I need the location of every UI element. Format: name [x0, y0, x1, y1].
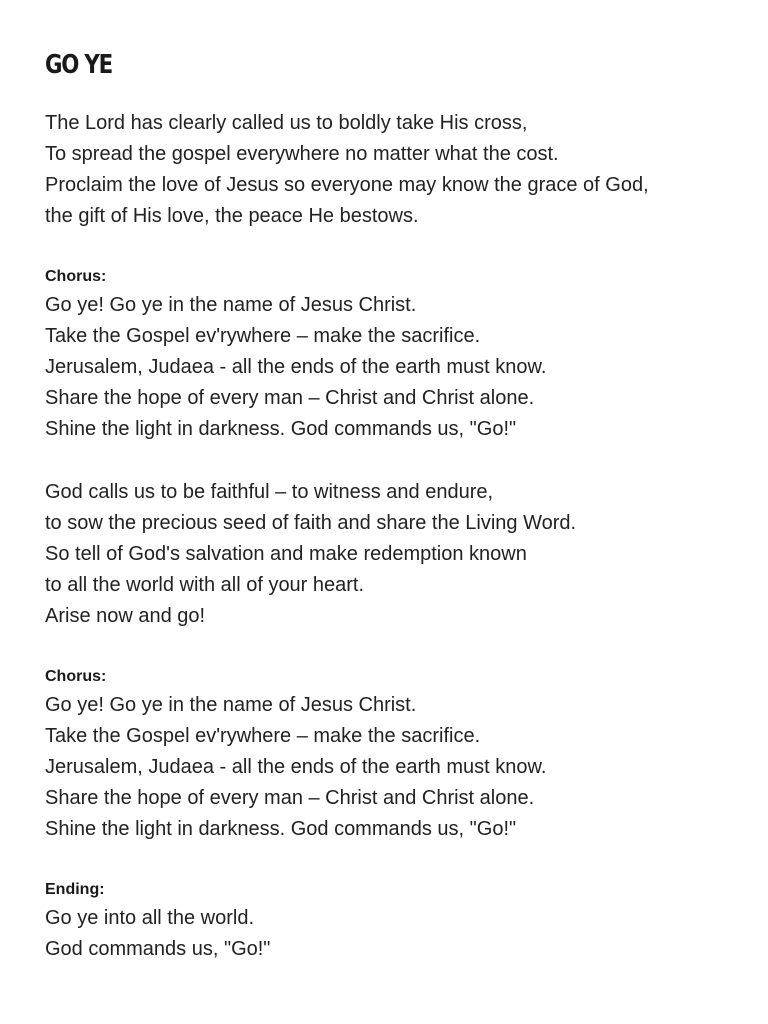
verse-line: God calls us to be faithful – to witness and endure,	[45, 481, 494, 503]
chorus-line: Go ye! Go ye in the name of Jesus Christ.	[45, 294, 417, 316]
chorus-line: Share the hope of every man – Christ and Christ alone.	[45, 387, 535, 409]
chorus-line: Take the Gospel ev'rywhere – make the sacrifice.	[45, 725, 481, 747]
verse-line: to all the world with all of your heart.	[45, 574, 365, 596]
chorus-line: Shine the light in darkness. God commands us, "Go!"	[45, 418, 517, 440]
stanza-gap	[45, 232, 745, 264]
chorus-2	[45, 664, 745, 845]
chorus-line: Share the hope of every man – Christ and Christ alone.	[45, 787, 535, 809]
ending	[45, 877, 745, 965]
verse-line: Arise now and go!	[45, 605, 206, 627]
verse-line: Proclaim the love of Jesus so everyone may know the grace of God,	[45, 174, 649, 196]
song-page	[45, 48, 745, 965]
verse-line: So tell of God's salvation and make redemption known	[45, 543, 527, 565]
chorus-line: Take the Gospel ev'rywhere – make the sacrifice.	[45, 325, 481, 347]
chorus-line: Jerusalem, Judaea - all the ends of the earth must know.	[45, 756, 547, 778]
stanza-gap	[45, 632, 745, 664]
chorus-line: Go ye! Go ye in the name of Jesus Christ.	[45, 694, 417, 716]
verse-line: The Lord has clearly called us to boldly take His cross,	[45, 112, 528, 134]
chorus-1	[45, 264, 745, 445]
chorus-label: Chorus:	[45, 668, 107, 685]
song-title: GO YE	[45, 50, 112, 80]
chorus-line: Shine the light in darkness. God commands us, "Go!"	[45, 818, 517, 840]
chorus-label: Chorus:	[45, 268, 107, 285]
stanza-gap	[45, 445, 745, 477]
ending-label: Ending:	[45, 881, 105, 898]
verse-line: to sow the precious seed of faith and share the Living Word.	[45, 512, 577, 534]
verse-line: To spread the gospel everywhere no matter what the cost.	[45, 143, 559, 165]
stanza-gap	[45, 845, 745, 877]
verse-2	[45, 477, 745, 632]
verse-line: the gift of His love, the peace He bestows.	[45, 205, 419, 227]
ending-line: Go ye into all the world.	[45, 907, 254, 929]
ending-line: God commands us, "Go!"	[45, 938, 271, 960]
chorus-line: Jerusalem, Judaea - all the ends of the earth must know.	[45, 356, 547, 378]
verse-1	[45, 108, 745, 232]
